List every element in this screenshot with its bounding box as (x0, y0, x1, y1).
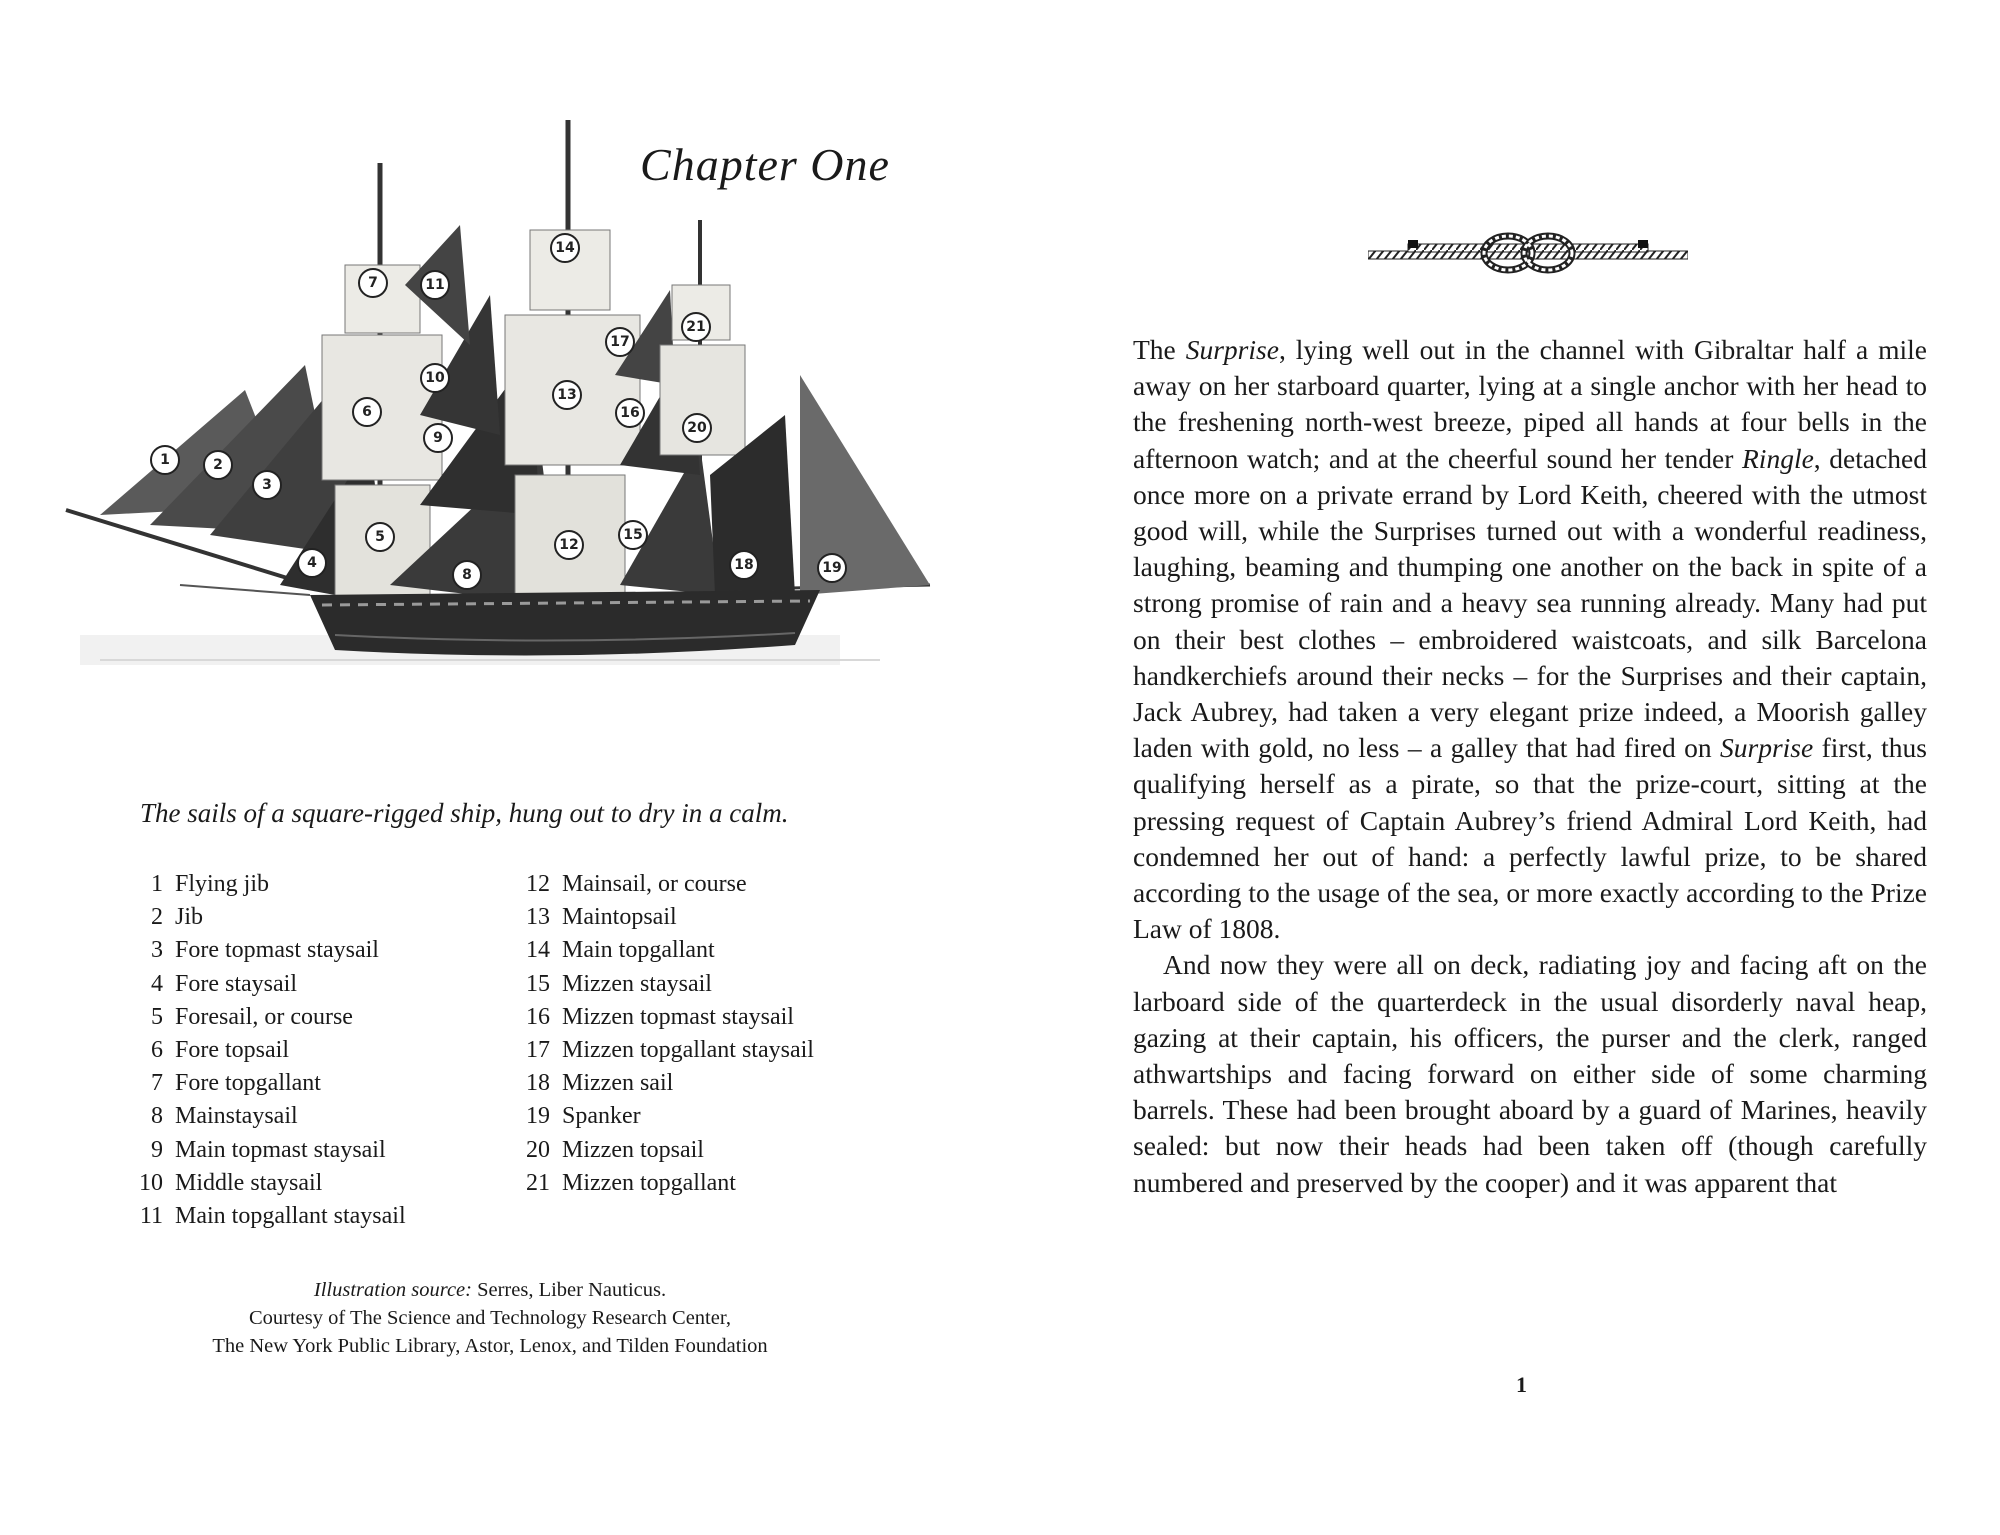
svg-text:4: 4 (307, 555, 317, 571)
svg-text:17: 17 (610, 334, 630, 350)
ship-name-emphasis: Ringle (1742, 442, 1814, 474)
sail-label-12 (555, 531, 583, 559)
sail-name: Middle staysail (175, 1169, 323, 1196)
list-item (128, 968, 406, 1001)
svg-text:14: 14 (555, 240, 575, 256)
list-item (128, 1167, 406, 1200)
list-item (512, 1134, 814, 1167)
fore-topsail-shape (322, 335, 442, 480)
sail-name: Main topgallant staysail (175, 1202, 406, 1229)
sail-number: 16 (526, 1003, 550, 1030)
paragraph-1: The Surprise, lying well out in the channel with Gibraltar half a mile away on her starboard quarter, lying at a single anchor with her head to the freshening north-west breeze, piped all hands at four bells in the afternoon watch; and at the cheerful sound her tender Ringle, detached once more on a private errand by Lord Keith, cheered with the utmost good will, while the Surprises turned out with a wonderful readiness, laughing, beaming and thumping one another on the back in spite of a strong promise of rain and a heavy sea running already. Many had put on their best clothes – embroidered waistcoats, and silk Barcelona handkerchiefs around their necks – for the Surprises and their captain, Jack Aubrey, had taken a very elegant prize indeed, a Moorish galley laden with gold, no less – a galley that had fired on Surprise first, thus qualifying herself as a pirate, so that the prize-court, sitting at the pressing request of Captain Aubrey’s friend Admiral Lord Keith, had condemned her out of hand: a perfectly lawful prize, to be shared according to the usage of the sea, or more exactly according to the Prize Law of 1808. (1133, 334, 1928, 945)
list-item (128, 1200, 406, 1233)
list-item (512, 1001, 814, 1034)
ship-name-emphasis: Surprise (1185, 334, 1279, 365)
illustration-credit (100, 1276, 880, 1360)
sail-label-11 (421, 271, 449, 299)
svg-text:16: 16 (620, 405, 640, 421)
sail-name: Jib (175, 904, 204, 931)
sail-label-1 (151, 446, 179, 474)
sail-label-4 (298, 549, 326, 577)
list-item (512, 1167, 814, 1200)
svg-text:12: 12 (559, 537, 579, 553)
sail-label-14 (551, 234, 579, 262)
list-item (512, 868, 814, 901)
sail-number: 10 (139, 1169, 163, 1196)
sail-list-right (512, 868, 814, 1200)
sail-name: Mizzen topmast staysail (562, 1003, 794, 1030)
ship-illustration (60, 115, 940, 715)
sail-label-10 (421, 364, 449, 392)
sail-name: Fore topmast staysail (175, 937, 379, 964)
sail-number: 4 (151, 970, 163, 997)
svg-text:9: 9 (433, 430, 443, 446)
sail-number: 1 (151, 871, 163, 897)
sail-label-3 (253, 471, 281, 499)
svg-text:15: 15 (623, 527, 643, 543)
sail-label-8 (453, 561, 481, 589)
sail-number: 12 (526, 871, 550, 897)
sail-name: Fore topgallant (175, 1070, 321, 1097)
svg-text:2: 2 (213, 457, 223, 473)
sail-name: Maintopsail (562, 904, 677, 931)
paragraph-2: And now they were all on deck, radiating joy and facing aft on the larboard side of the quarterdeck in the usual disorderly naval heap, gazing at their captain, his officers, the purser and the clerk, ranged athwartships and facing forward on either side of some charming barrels. These had been brought aboard by a guard of Marines, heavily sealed: but now their heads had been taken off (though carefully numbered and preserved by the cooper) and it was apparent that (1133, 949, 1927, 1198)
sail-label-17 (606, 328, 634, 356)
svg-text:10: 10 (425, 370, 445, 386)
sail-label-15 (619, 521, 647, 549)
sail-number: 7 (151, 1070, 163, 1097)
figure-caption: The sails of a square-rigged ship, hung out to dry in a calm. (140, 798, 789, 828)
sail-label-6 (353, 398, 381, 426)
sail-name: Mizzen topsail (562, 1136, 704, 1163)
sail-number: 19 (526, 1103, 550, 1130)
credit-label: Illustration source: (313, 1279, 472, 1301)
sail-label-20 (683, 414, 711, 442)
sail-label-2 (204, 451, 232, 479)
sail-label-19 (818, 554, 846, 582)
sail-number: 9 (151, 1136, 163, 1163)
sail-number: 21 (526, 1169, 550, 1196)
sail-label-16 (616, 399, 644, 427)
sail-name: Fore staysail (175, 970, 297, 997)
credit-line-2: Courtesy of The Science and Technology Research Center, (248, 1307, 731, 1329)
ship-name-emphasis: Surprise (1720, 732, 1814, 764)
list-item (512, 1034, 814, 1067)
sail-number: 13 (526, 904, 550, 931)
sail-label-13 (553, 381, 581, 409)
reef-knot-ornament-icon (1368, 230, 1688, 276)
list-item (128, 901, 406, 934)
chapter-body-text (1133, 332, 1927, 1201)
credit-source: Serres, Liber Nauticus. (471, 1279, 667, 1301)
sail-list-left (128, 868, 406, 1233)
list-item (128, 1100, 406, 1133)
list-item (128, 934, 406, 967)
sail-label-21 (682, 313, 710, 341)
sail-number: 2 (151, 904, 163, 931)
svg-text:7: 7 (368, 275, 378, 291)
sail-name: Mainsail, or course (562, 871, 747, 897)
sail-name: Mainstaysail (175, 1103, 298, 1130)
sail-name: Main topgallant (562, 937, 715, 964)
list-item (128, 868, 406, 901)
sail-number: 11 (139, 1202, 163, 1229)
sail-label-7 (359, 269, 387, 297)
sail-number: 6 (151, 1036, 163, 1063)
sail-number: 14 (526, 937, 550, 964)
list-item (128, 1134, 406, 1167)
sail-number: 17 (526, 1036, 550, 1063)
sail-number: 15 (526, 970, 550, 997)
svg-text:11: 11 (425, 277, 445, 293)
sail-label-18 (730, 551, 758, 579)
svg-text:8: 8 (462, 567, 472, 583)
svg-text:1: 1 (160, 452, 170, 468)
sail-number: 20 (526, 1136, 550, 1163)
list-item (512, 1067, 814, 1100)
sail-number: 8 (151, 1103, 163, 1130)
sail-number: 3 (151, 937, 163, 964)
sail-name: Foresail, or course (175, 1003, 353, 1030)
sail-number: 5 (151, 1003, 163, 1030)
list-item (512, 1100, 814, 1133)
hull (310, 590, 820, 655)
chapter-title: Chapter One (640, 139, 890, 190)
page-number: 1 (1516, 1372, 1527, 1397)
svg-text:18: 18 (734, 557, 754, 573)
svg-text:5: 5 (375, 529, 385, 545)
sail-name: Mizzen sail (562, 1070, 674, 1097)
sail-name: Spanker (562, 1103, 641, 1130)
sail-name: Mizzen staysail (562, 970, 712, 997)
svg-text:13: 13 (557, 387, 577, 403)
credit-line-3: The New York Public Library, Astor, Lenox, and Tilden Foundation (212, 1335, 768, 1357)
list-item (128, 1067, 406, 1100)
sail-name: Flying jib (175, 871, 270, 897)
list-item (128, 1034, 406, 1067)
sail-label-5 (366, 523, 394, 551)
sail-number: 18 (526, 1070, 550, 1097)
list-item (512, 901, 814, 934)
sail-name: Mizzen topgallant staysail (562, 1036, 814, 1063)
svg-text:20: 20 (687, 420, 707, 436)
svg-text:19: 19 (822, 560, 842, 576)
list-item (128, 1001, 406, 1034)
svg-text:6: 6 (362, 404, 372, 420)
sail-name: Mizzen topgallant (562, 1169, 736, 1196)
svg-text:21: 21 (686, 319, 706, 335)
sail-name: Fore topsail (175, 1036, 289, 1063)
sail-label-9 (424, 424, 452, 452)
list-item (512, 968, 814, 1001)
svg-text:3: 3 (262, 477, 272, 493)
sail-name: Main topmast staysail (175, 1136, 386, 1163)
list-item (512, 934, 814, 967)
